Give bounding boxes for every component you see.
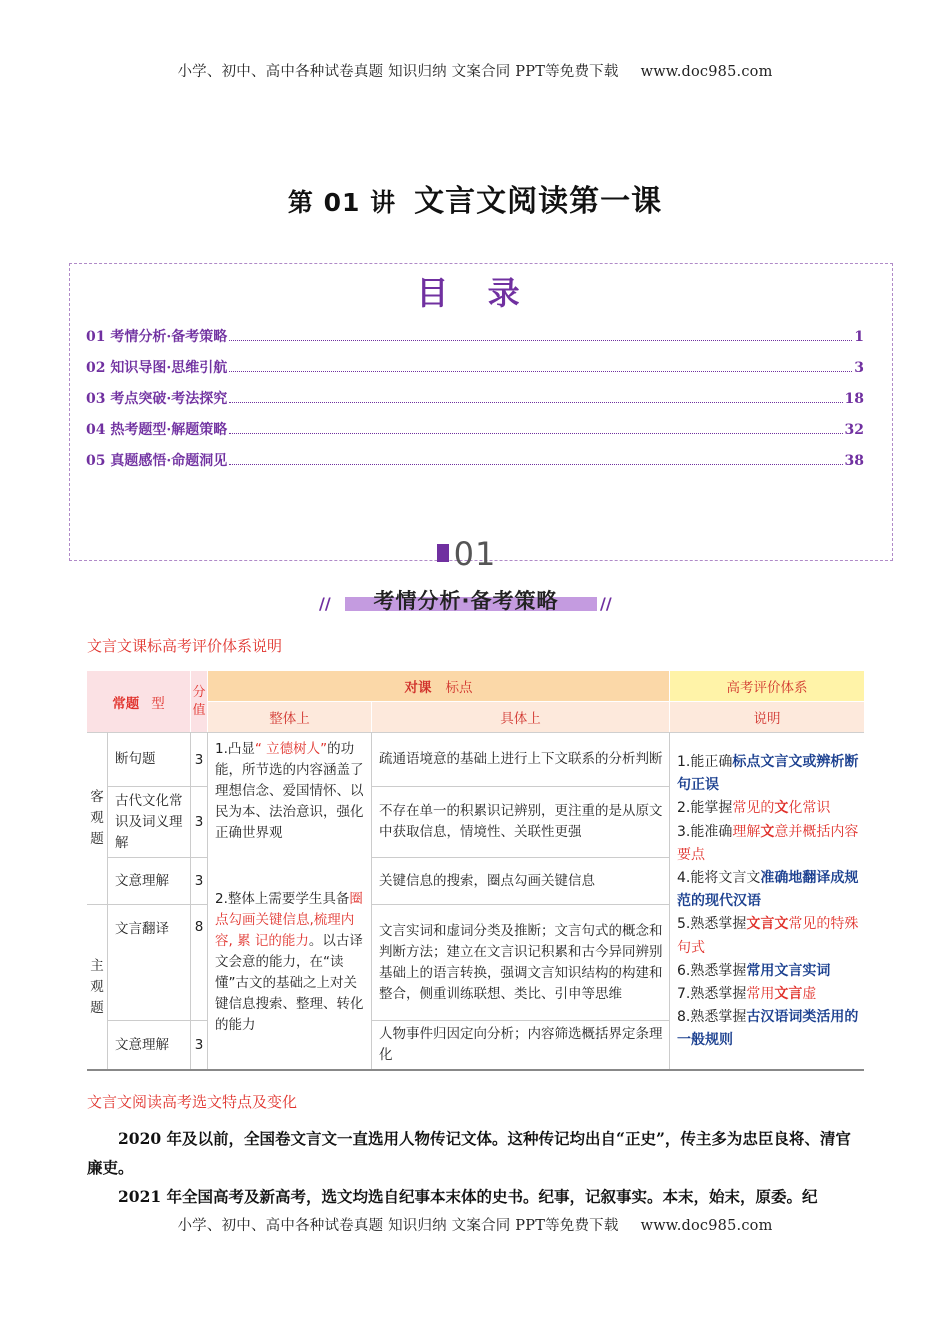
explain-emph: 常用 bbox=[746, 986, 775, 1003]
subheading-evaluation: 文言文课标高考评价体系说明 bbox=[87, 637, 283, 655]
overall1-c: 的功能，所节选的内容涵盖了理想信念、爱国情怀、以民为本、法治意识，强化正确世界观 bbox=[215, 741, 364, 841]
header-standard bbox=[208, 671, 669, 701]
explain-emph: 准确地翻译成规范的现代汉语 bbox=[677, 870, 859, 910]
header-specific: 具体上 bbox=[372, 702, 669, 732]
group-objective: 客观题 bbox=[90, 789, 104, 847]
toc-item-page: 18 bbox=[844, 391, 864, 407]
section-number: 01 bbox=[453, 535, 497, 573]
specific-cell: 疏通语境意的基础上进行上下文联系的分析判断 bbox=[379, 751, 663, 767]
toc-item-page: 38 bbox=[844, 453, 864, 469]
explain-emph: 化常识 bbox=[788, 800, 831, 817]
toc-item[interactable] bbox=[86, 450, 864, 470]
header-type-a: 常题 bbox=[112, 695, 140, 712]
section-title: 考情分析·备考策略 bbox=[373, 589, 559, 613]
type-cell: 文言翻译 bbox=[115, 921, 169, 937]
explain-emph: 标点文言文或辨析断句正误 bbox=[677, 754, 859, 794]
type-cell: 文意理解 bbox=[115, 1036, 169, 1053]
explain-emph: 意并概括内容要点 bbox=[677, 823, 859, 863]
explain-text: 6.熟悉掌握 bbox=[677, 962, 747, 979]
body-paragraph: 2020 年及以前，全国卷文言文一直选用人物传记文体。这种传记均出自“正史”，传主多为忠臣良将、清官廉吏。 bbox=[87, 1129, 851, 1177]
toc-item-label: 01 考情分析·备考策略 bbox=[86, 329, 228, 345]
explain-item bbox=[677, 1006, 864, 1052]
header-standard-a: 对课 bbox=[404, 680, 432, 696]
toc-item-page: 3 bbox=[854, 360, 864, 376]
toc-leader bbox=[229, 463, 842, 465]
explain-text: 8.熟悉掌握 bbox=[677, 1009, 747, 1026]
header-standard-b: 标点 bbox=[445, 680, 473, 696]
lecture-number: 第 01 讲 bbox=[287, 188, 397, 217]
toc-item-label: 04 热考题型·解题策略 bbox=[86, 422, 228, 438]
explain-emph: 常用文言实词 bbox=[746, 962, 831, 979]
header-text: 小学、初中、高中各种试卷真题 知识归纳 文案合同 PPT等免费下载 bbox=[177, 64, 619, 80]
explain-emph: 常见的特殊句式 bbox=[677, 916, 859, 956]
toc-leader bbox=[229, 370, 852, 372]
score-cell: 3 bbox=[194, 1037, 204, 1053]
toc-item-label: 02 知识导图·思维引航 bbox=[86, 360, 228, 376]
footer-text: 小学、初中、高中各种试卷真题 知识归纳 文案合同 PPT等免费下载 bbox=[177, 1218, 619, 1234]
overall2-a: 2.整体上需要学生具备 bbox=[215, 891, 350, 907]
toc-item[interactable] bbox=[86, 419, 864, 439]
section-banner bbox=[335, 585, 597, 613]
type-cell: 文意理解 bbox=[115, 872, 169, 889]
explain-text: 2.能掌握 bbox=[677, 800, 733, 817]
toc-leader bbox=[229, 339, 852, 341]
header-score: 分值 bbox=[191, 671, 207, 732]
overall-point-2 bbox=[208, 889, 368, 1036]
explain-text: 7.熟悉掌握 bbox=[677, 986, 747, 1003]
page-header bbox=[0, 60, 950, 81]
evaluation-table bbox=[87, 671, 864, 1071]
toc-item-page: 1 bbox=[854, 329, 864, 345]
overall-point-1 bbox=[208, 739, 368, 844]
overall1-a: 1.凸显 bbox=[215, 741, 255, 757]
explain-text: 1.能正确 bbox=[677, 754, 733, 770]
lecture-title: 文言文阅读第一课 bbox=[414, 184, 663, 219]
toc-item[interactable] bbox=[86, 326, 864, 346]
overall2-b: 圈点勾画关键信息,梳理内容, 累 记的能力 bbox=[215, 891, 363, 949]
explain-item bbox=[677, 751, 864, 797]
specific-cell: 人物事件归因定向分析；内容筛选概括界定条理化 bbox=[379, 1026, 663, 1063]
right-slash-decoration: // bbox=[600, 594, 612, 613]
explain-emph: 理解 bbox=[732, 823, 761, 840]
toc-item[interactable] bbox=[86, 357, 864, 377]
explain-list bbox=[670, 751, 864, 1053]
toc-item[interactable] bbox=[86, 388, 864, 408]
toc-leader bbox=[229, 432, 842, 434]
header-overall: 整体上 bbox=[208, 702, 371, 732]
explain-item bbox=[677, 960, 864, 983]
toc-heading: 目 录 bbox=[416, 274, 534, 312]
toc-item-label: 03 考点突破·考法探究 bbox=[86, 391, 228, 407]
explain-emph: 常见的 bbox=[732, 800, 775, 817]
specific-cell: 关键信息的搜索，圈点勾画关键信息 bbox=[379, 872, 595, 889]
type-cell: 古代文化常识及词义理解 bbox=[115, 792, 183, 851]
explain-emph: 古汉语词类活用的一般规则 bbox=[677, 1009, 859, 1049]
score-cell: 3 bbox=[194, 751, 204, 768]
group-subjective: 主观题 bbox=[90, 957, 104, 1016]
explain-item bbox=[677, 913, 864, 959]
explain-text: 4.能将文言文 bbox=[677, 870, 761, 887]
header-explain: 说明 bbox=[670, 702, 864, 732]
explain-item bbox=[677, 983, 864, 1006]
subheading-selection: 文言文阅读高考选文特点及变化 bbox=[87, 1093, 298, 1111]
explain-emph: 文 bbox=[774, 800, 789, 817]
toc-leader bbox=[229, 401, 842, 403]
explain-emph: 文言文 bbox=[746, 916, 789, 933]
explain-emph: 文言 bbox=[774, 986, 803, 1003]
explain-item bbox=[677, 797, 864, 820]
header-question-type bbox=[87, 671, 190, 732]
specific-cell: 文言实词和虚词分类及推断；文言句式的概念和判断方法；建立在文言识记积累和古今异同辨别基础上的语言转换，强调文言知识结构的构建和整合，侧重训练联想、类比、引申等思维 bbox=[379, 922, 663, 1002]
left-slash-decoration: // bbox=[319, 594, 331, 613]
explain-emph: 虚 bbox=[802, 986, 817, 1003]
footer-url[interactable]: www.doc985.com bbox=[640, 1218, 773, 1234]
explain-emph: 文 bbox=[760, 823, 775, 840]
score-cell: 3 bbox=[194, 814, 204, 830]
header-eval-system: 高考评价体系 bbox=[670, 671, 864, 701]
header-url[interactable]: www.doc985.com bbox=[640, 64, 773, 80]
toc-item-page: 32 bbox=[844, 422, 864, 438]
header-type-b: 型 bbox=[151, 695, 165, 712]
explain-text: 3.能准确 bbox=[677, 823, 733, 840]
toc-item-label: 05 真题感悟·命题洞见 bbox=[86, 453, 228, 469]
specific-cell: 不存在单一的积累识记辨别，更注重的是从原文中获取信息，情境性、关联性更强 bbox=[379, 803, 663, 840]
body-paragraph: 2021 年全国高考及新高考，选文均选自纪事本末体的史书。纪事，记叙事实。本末，始末，原委。纪 bbox=[118, 1187, 818, 1206]
type-cell: 断句题 bbox=[115, 751, 156, 767]
page-footer bbox=[0, 1214, 950, 1235]
score-cell: 3 bbox=[194, 873, 204, 889]
explain-text: 5.熟悉掌握 bbox=[677, 916, 747, 933]
table-bottom-rule bbox=[87, 1069, 864, 1071]
document-title bbox=[0, 176, 950, 220]
score-cell: 8 bbox=[194, 919, 204, 935]
overall1-b: “ 立德树人” bbox=[254, 741, 328, 757]
explain-item bbox=[677, 867, 864, 913]
overall2-c: 。以古译文会意的能力，在“读懂”古文的基础之上对关键信息搜索、整理、转化的能力 bbox=[215, 933, 364, 1033]
explain-item bbox=[677, 821, 864, 867]
